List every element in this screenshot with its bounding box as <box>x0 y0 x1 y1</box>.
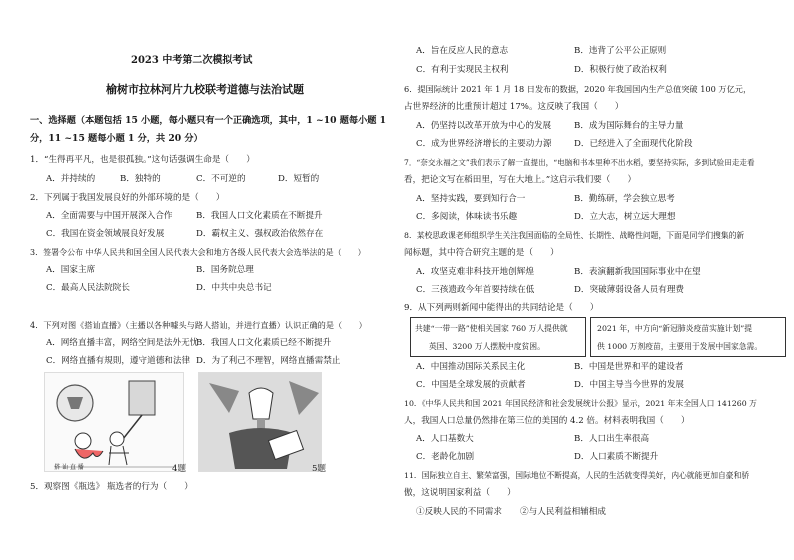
exam-title: 2023 中考第二次模拟考试 <box>131 55 253 66</box>
cartoon-5-label: 5题 <box>312 464 327 474</box>
question-11-cont: 傲，这说明国家利益（ ） <box>404 488 516 498</box>
question-10: 10．《中华人民共和国 2021 年国民经济和社会发展统计公报》显示，2021 年末全国人口 141260 万 <box>404 399 757 408</box>
question-3: 3．签署令公布 中华人民共和国全国人民代表大会和地方各级人民代表大会选举法的是（ ） <box>30 248 366 257</box>
question-1: 1．“生得再平凡，也是很孤独。”这句话强调生命是（ ） <box>30 155 255 165</box>
news-box-1 <box>410 317 586 357</box>
question-6-cont: 占世界经济的比重预计超过 17%。这反映了我国（ ） <box>404 102 624 112</box>
option-7c: C．多阅读，体味读书乐趣 <box>416 212 518 222</box>
question-9: 9．从下列两则新闻中能得出的共同结论是（ ） <box>404 303 599 313</box>
cartoon-4-caption: 搭 讪 直 播 <box>54 464 84 471</box>
question-4: 4．下列对图《搭讪直播》（主播以各种噱头与路人搭讪，并进行直播）认识正确的是（ ） <box>30 320 367 330</box>
news-box-2-line2: 供 1000 万剂疫苗，主要用于发展中国家急需。 <box>597 342 763 351</box>
option-3c: C．最高人民法院院长 <box>46 283 130 293</box>
question-2: 2．下列属于我国发展良好的外部环境的是（ ） <box>30 193 225 203</box>
question-11: 11．国际独立自主、繁荣富强，国际地位不断提高，人民的生活就变得美好，内心就能更加自豪和骄 <box>404 471 750 480</box>
option-5c: C．有利于实现民主权利 <box>416 65 509 75</box>
question-7: 7．“奈交永福之文”我们表示了解一直提出，“电脑和书本里种不出水稻，要坚持实际，多到试验田走走看 <box>404 158 755 167</box>
option-3a: A．国家主席 <box>46 265 96 275</box>
question-8: 8．某校思政课老师组织学生关注我国面临的全局性、长期性、战略性问题，下面是同学们搜集的新 <box>404 231 745 240</box>
news-box-2-line1: 2021 年，中方向“新冠肺炎疫苗实施计划”提 <box>597 324 753 333</box>
option-2c: C．我国在资金领域展良好发展 <box>46 229 165 239</box>
exam-subtitle: 榆树市拉林河片九校联考道德与法治试题 <box>106 83 304 96</box>
option-2a: A．全面需要与中国开展深入合作 <box>46 211 173 221</box>
option-1d: D．短暂的 <box>278 174 320 184</box>
option-11-1: ①反映人民的不同需求 <box>416 507 502 517</box>
question-5: 5．观察图《瓶选》 瓶选者的行为（ ） <box>30 482 193 492</box>
option-2b: B．我国人口文化素质在不断提升 <box>196 211 323 221</box>
news-box-2 <box>590 317 786 357</box>
option-6a: A．仍坚持以改革开放为中心的发展 <box>416 121 552 131</box>
option-2d: D．霸权主义、强权政治依然存在 <box>196 229 324 239</box>
option-8a: A．攻坚克难非科技开地创辉煌 <box>416 267 534 277</box>
cartoon-4-label: 4题 <box>172 464 187 474</box>
option-3d: D．中共中央总书记 <box>196 283 272 293</box>
cartoon-4-image <box>44 372 184 472</box>
option-10c: C．老龄化加剧 <box>416 452 475 462</box>
option-4b: B．我国人口文化素质已经不断提升 <box>196 338 332 348</box>
option-4a: A．网络直播丰富，网络空间是法外无忧 <box>46 338 199 348</box>
option-1a: A．并持续的 <box>46 174 96 184</box>
option-5b: B．违背了公平公正原则 <box>574 46 667 56</box>
section-heading: 一、选择题（本题包括 15 小题，每小题只有一个正确选项，其中，1 ~10 题每小题 1 <box>30 115 387 126</box>
option-1c: C．不可逆的 <box>196 174 246 184</box>
option-4d: D．为了利己不理智，网络直播需禁止 <box>196 356 341 366</box>
option-8d: D．突破薄弱设备人员有理费 <box>574 285 685 295</box>
question-6: 6．提国际统计 2021 年 1 月 18 日发布的数据，2020 年我国国内生产总值突破 100 万亿元， <box>404 84 752 94</box>
option-9a: A．中国推动国际关系民主化 <box>416 362 526 372</box>
option-10b: B．人口出生率很高 <box>574 434 650 444</box>
option-9d: D．中国主导当今世界的发展 <box>574 380 685 390</box>
news-box-1-line1: 共建“一带一路”使相关国家 760 万人提供就 <box>415 324 568 333</box>
option-6c: C．成为世界经济增长的主要动力源 <box>416 139 552 149</box>
question-7-cont: 看，把论文写在稻田里，写在大地上。”这启示我们要（ ） <box>404 175 637 185</box>
cartoon-5-image <box>198 372 322 472</box>
option-10d: D．人口素质不断提升 <box>574 452 659 462</box>
option-6d: D．已经进入了全面现代化阶段 <box>574 139 693 149</box>
option-8c: C．三孩遗政今年首要持续在低 <box>416 285 535 295</box>
option-5d: D．积极行使了政治权利 <box>574 65 667 75</box>
option-10a: A．人口基数大 <box>416 434 474 444</box>
news-box-1-line2: 英国、3200 万人摆脱中度贫困。 <box>429 342 545 351</box>
option-7d: D．立大志，树立远大理想 <box>574 212 676 222</box>
option-5a: A．旨在反应人民的意志 <box>416 46 509 56</box>
option-3b: B．国务院总理 <box>196 265 254 275</box>
option-6b: B．成为国际舞台的主导力量 <box>574 121 684 131</box>
question-8-cont: 闻标题，其中符合研究主题的是（ ） <box>404 248 559 258</box>
option-8b: B．表演翻新我国国际事业中在望 <box>574 267 701 277</box>
option-9c: C．中国是全球发展的贡献者 <box>416 380 526 390</box>
option-1b: B．独特的 <box>120 174 161 184</box>
question-10-cont: 人，我国人口总量仍然排在第三位的美国的 4.2 倍。材料表明我国（ ） <box>404 416 690 426</box>
option-11-2: ②与人民利益相辅相成 <box>520 507 606 517</box>
option-9b: B．中国是世界和平的建设者 <box>574 362 684 372</box>
option-7b: B．勤练研，学会独立思考 <box>574 194 675 204</box>
section-heading-cont: 分，11 ~15 题每小题 1 分，共 20 分） <box>30 133 203 144</box>
option-7a: A．坚持实践，要到知行合一 <box>416 194 526 204</box>
option-4c: C．网络直播有規則，遵守道德和法律 <box>46 356 191 366</box>
